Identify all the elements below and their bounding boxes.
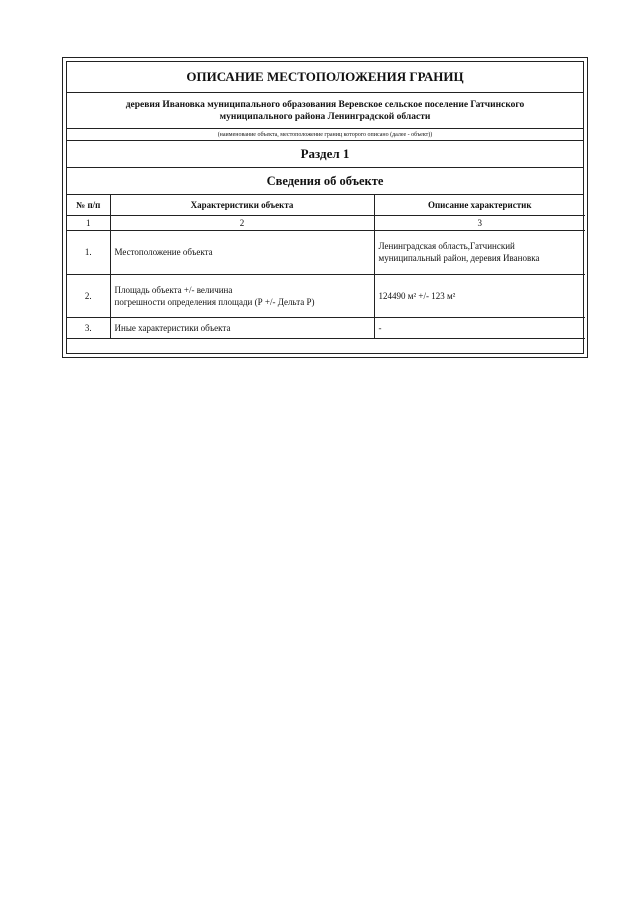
row-characteristic-line: Иные характеристики объекта: [114, 322, 231, 333]
row-description-line: -: [378, 322, 382, 333]
row-characteristic-line: Площадь объекта +/- величина: [114, 284, 233, 295]
document-subtitle: деревия Ивановка муниципального образования Веревское сельское поселение Гатчинского муниципального района Ленинградской области: [67, 93, 583, 129]
row-description: [374, 230, 585, 274]
column-number-2: 2: [110, 215, 374, 230]
row-description: [374, 317, 585, 338]
column-number-3: 3: [374, 215, 585, 230]
table-row: [67, 274, 585, 317]
document-inner-frame: [66, 61, 584, 354]
table-header-row: [67, 195, 585, 215]
column-number-1: 1: [67, 215, 110, 230]
object-name-note: (наименование объекта, местоположение границ которого описано (далее - объект)): [67, 129, 583, 141]
row-number: 3.: [67, 317, 110, 338]
row-description-line: 124490 м² +/- 123 м²: [378, 290, 456, 301]
object-characteristics-table: [67, 195, 585, 339]
row-number: 2.: [67, 274, 110, 317]
column-number-row: [67, 215, 585, 230]
row-characteristic: [110, 230, 374, 274]
row-characteristic: [110, 317, 374, 338]
row-number: 1.: [67, 230, 110, 274]
document-frame: [62, 57, 588, 358]
column-header-number: № п/п: [67, 195, 110, 215]
column-header-description: Описание характеристик: [374, 195, 585, 215]
row-description: [374, 274, 585, 317]
row-description-line: Ленинградская область,Гатчинский: [378, 241, 515, 251]
table-bottom-spacer: [67, 342, 583, 352]
section-heading: Раздел 1: [67, 141, 583, 168]
column-header-characteristic: Характеристики объекта: [110, 195, 374, 215]
row-description-line: муниципальный район, деревия Ивановка: [378, 253, 540, 263]
table-row: [67, 230, 585, 274]
row-characteristic: [110, 274, 374, 317]
row-characteristic-line: Местоположение объекта: [114, 247, 213, 257]
table-row: [67, 317, 585, 338]
object-info-heading: Сведения об объекте: [67, 168, 583, 195]
row-characteristic-line: погрешности определения площади (Р +/- Дельта Р): [114, 296, 315, 307]
document-title: ОПИСАНИЕ МЕСТОПОЛОЖЕНИЯ ГРАНИЦ: [67, 62, 583, 93]
